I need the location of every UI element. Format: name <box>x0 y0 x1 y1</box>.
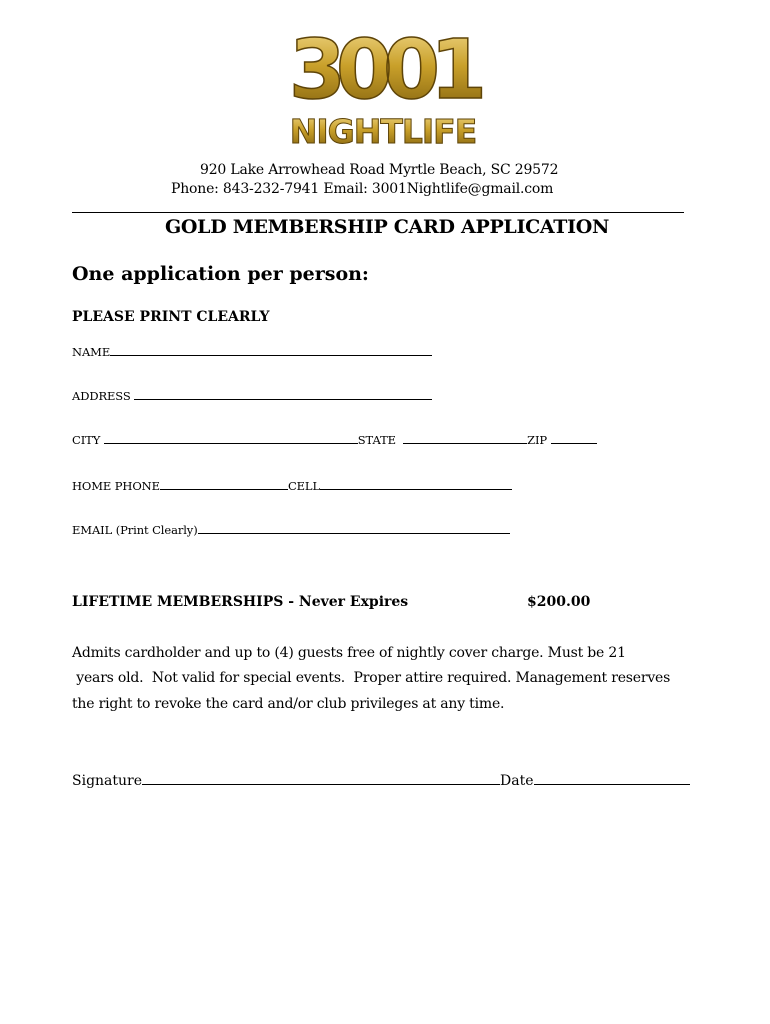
header-divider <box>72 212 684 213</box>
address-row <box>72 389 432 403</box>
zip-field[interactable] <box>551 433 597 444</box>
one-per-person-heading: One application per person: <box>72 263 369 285</box>
name-row <box>72 345 432 359</box>
terms-line-3: the right to revoke the card and/or club privileges at any time. <box>72 696 505 712</box>
state-field[interactable] <box>403 433 527 444</box>
terms-line-1: Admits cardholder and up to (4) guests free of nightly cover charge. Must be 21 <box>72 645 626 661</box>
name-field[interactable] <box>110 345 432 356</box>
lifetime-membership-label: LIFETIME MEMBERSHIPS - Never Expires <box>72 594 409 610</box>
logo-word: NIGHTLIFE <box>289 112 477 150</box>
signature-row <box>72 772 690 789</box>
email-label: EMAIL (Print Clearly) <box>72 523 198 537</box>
3001-nightlife-logo <box>258 30 508 150</box>
email-row <box>72 523 510 537</box>
signature-label: Signature <box>72 773 143 789</box>
zip-label: ZIP <box>527 433 548 447</box>
city-field[interactable] <box>104 433 358 444</box>
home-phone-label: HOME PHONE <box>72 479 160 493</box>
name-label: NAME <box>72 345 111 359</box>
home-phone-field[interactable] <box>160 479 288 490</box>
state-label: STATE <box>357 433 396 447</box>
email-field[interactable] <box>198 523 510 534</box>
city-label: CITY <box>72 433 101 447</box>
phone-row <box>72 479 512 493</box>
membership-price: $200.00 <box>527 594 591 610</box>
venue-contact: Phone: 843-232-7941 Email: 3001Nightlife@gmail.com <box>171 181 554 197</box>
cell-field[interactable] <box>320 479 512 490</box>
cell-label: CELL <box>287 479 321 493</box>
print-clearly-instruction: PLEASE PRINT CLEARLY <box>72 309 270 325</box>
address-label: ADDRESS <box>72 389 131 403</box>
city-state-zip-row <box>72 433 597 447</box>
terms-line-2: years old. Not valid for special events. Proper attire required. Management reserves <box>72 670 671 686</box>
address-field[interactable] <box>134 389 432 400</box>
signature-field[interactable] <box>142 772 500 785</box>
form-title: GOLD MEMBERSHIP CARD APPLICATION <box>165 216 610 238</box>
logo-number: 3001 <box>288 30 478 118</box>
date-field[interactable] <box>534 772 690 785</box>
venue-address: 920 Lake Arrowhead Road Myrtle Beach, SC 29572 <box>200 162 559 178</box>
date-label: Date <box>500 773 534 789</box>
